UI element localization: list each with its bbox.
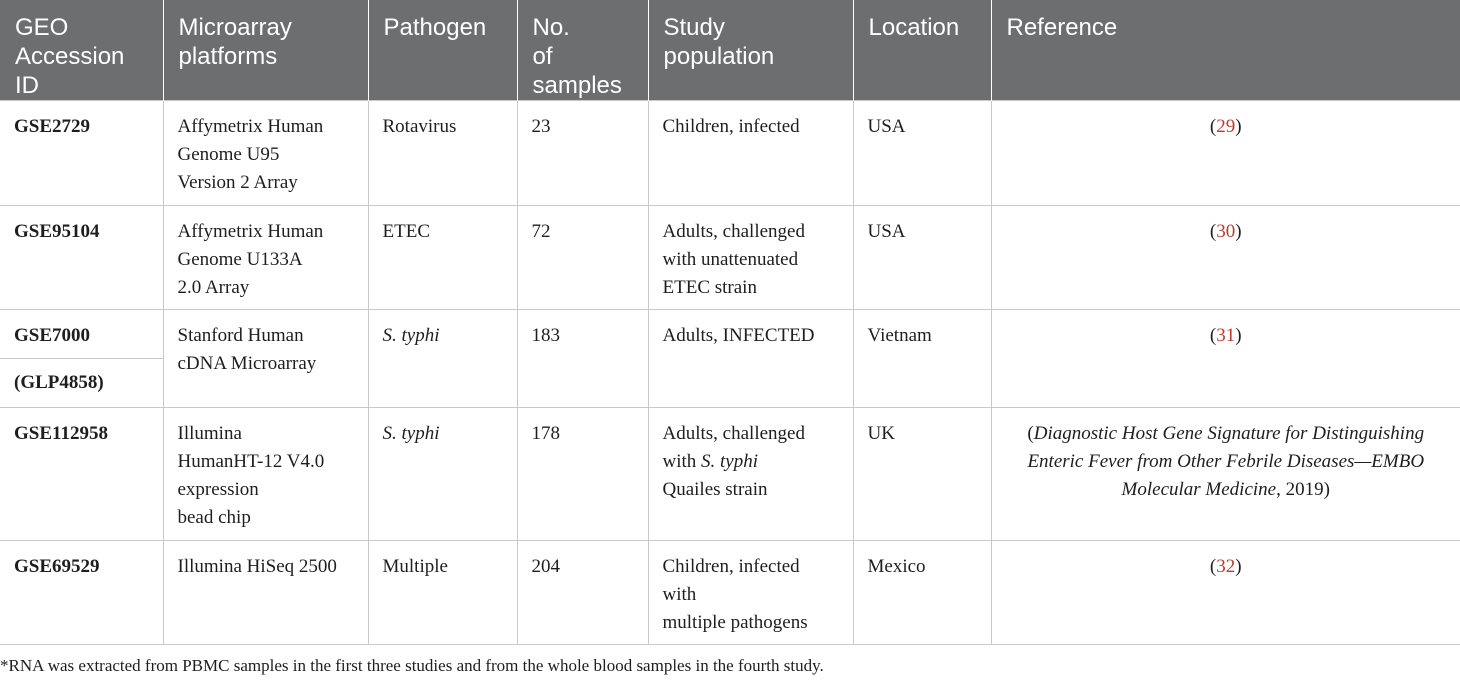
cell-samples: 204 <box>517 541 648 645</box>
cell-geo-id-extra: (GLP4858) <box>0 359 163 408</box>
reference-link[interactable]: 31 <box>1216 325 1236 346</box>
cell-location: USA <box>853 101 991 206</box>
cell-geo-id: GSE69529 <box>0 541 163 645</box>
cell-population: Children, infected <box>648 101 853 206</box>
cell-pathogen: ETEC <box>368 206 517 310</box>
cell-platform: Illumina HiSeq 2500 <box>163 541 368 645</box>
cell-platform: Stanford Human cDNA Microarray <box>163 310 368 408</box>
cell-pathogen: Multiple <box>368 541 517 645</box>
cell-samples: 178 <box>517 408 648 541</box>
reference-title: Diagnostic Host Gene Signature for Distinguishing Enteric Fever from Other Febrile Diseases—EMBO Molecular Medicine <box>1027 423 1425 500</box>
cell-reference: (30) <box>991 206 1460 310</box>
header-platforms: Microarray platforms <box>163 0 368 101</box>
cell-platform: Affymetrix Human Genome U95 Version 2 Array <box>163 101 368 206</box>
cell-reference: (32) <box>991 541 1460 645</box>
cell-geo-id: GSE112958 <box>0 408 163 541</box>
cell-platform: Illumina HumanHT-12 V4.0 expression bead chip <box>163 408 368 541</box>
table-row <box>0 310 1460 359</box>
cell-location: Vietnam <box>853 310 991 408</box>
population-text-end: Quailes strain <box>662 479 768 500</box>
population-text: Adults, challenged with <box>662 423 805 472</box>
cell-population <box>648 408 853 541</box>
header-reference: Reference <box>991 0 1460 101</box>
cell-platform: Affymetrix Human Genome U133A 2.0 Array <box>163 206 368 310</box>
table-row <box>0 408 1460 541</box>
cell-reference: (31) <box>991 310 1460 408</box>
cell-samples: 72 <box>517 206 648 310</box>
cell-geo-id: GSE2729 <box>0 101 163 206</box>
cell-population: Adults, INFECTED <box>648 310 853 408</box>
table-row <box>0 101 1460 206</box>
reference-year: , 2019 <box>1276 479 1324 500</box>
table-row <box>0 206 1460 310</box>
table-row <box>0 541 1460 645</box>
reference-link[interactable]: 30 <box>1216 221 1236 242</box>
cell-pathogen: Rotavirus <box>368 101 517 206</box>
header-pathogen: Pathogen <box>368 0 517 101</box>
cell-reference: (29) <box>991 101 1460 206</box>
cell-location: USA <box>853 206 991 310</box>
cell-reference: (Diagnostic Host Gene Signature for Distinguishing Enteric Fever from Other Febrile Diseases—EMBO Molecular Medicine, 2019) <box>991 408 1460 541</box>
header-population: Study population <box>648 0 853 101</box>
header-row <box>0 0 1460 101</box>
cell-population: Children, infected with multiple pathogens <box>648 541 853 645</box>
cell-samples: 183 <box>517 310 648 408</box>
cell-pathogen: S. typhi <box>368 408 517 541</box>
header-samples: No. of samples <box>517 0 648 101</box>
cell-pathogen: S. typhi <box>368 310 517 408</box>
cell-samples: 23 <box>517 101 648 206</box>
cell-location: Mexico <box>853 541 991 645</box>
population-pathogen: S. typhi <box>701 451 759 472</box>
table-footnote: *RNA was extracted from PBMC samples in the first three studies and from the whole blood samples in the fourth study. <box>0 656 824 675</box>
cell-population: Adults, challenged with unattenuated ETEC strain <box>648 206 853 310</box>
cell-location: UK <box>853 408 991 541</box>
header-location: Location <box>853 0 991 101</box>
header-geo-id: GEO Accession ID <box>0 0 163 101</box>
cell-geo-id: GSE95104 <box>0 206 163 310</box>
reference-link[interactable]: 32 <box>1216 556 1236 577</box>
cell-geo-id: GSE7000 <box>0 310 163 359</box>
reference-link[interactable]: 29 <box>1216 116 1236 137</box>
